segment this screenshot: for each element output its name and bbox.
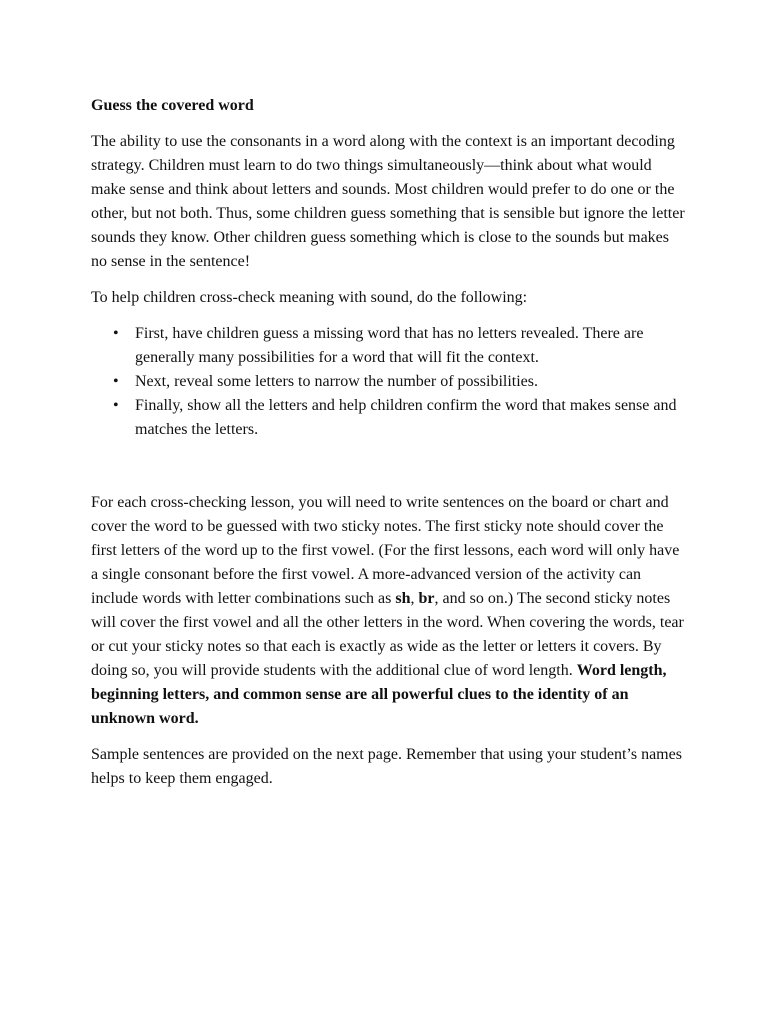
lesson-text-part2: , and so on.) The second sticky notes will cover the first vowel and all the other letters in the word. When covering the words, tear or cut your sticky notes so that each is exactly as wide as the letter or letters it covers. By doing so, you will provide students with the additional clue of word length. (91, 590, 684, 679)
list-item-text: First, have children guess a missing word that has no letters revealed. There are generally many possibilities for a word that will fit the context. (135, 325, 644, 366)
lesson-text-part1: For each cross-checking lesson, you will need to write sentences on the board or chart and cover the word to be guessed with two sticky notes. The first sticky note should cover the first letters of the word up to the first vowel. (For the first lessons, each word will only have a single consonant before the first vowel. A more-advanced version of the activity can include words with letter combinations such as (91, 494, 680, 607)
list-item (91, 394, 688, 442)
steps-list (91, 322, 688, 442)
bullet-icon: • (113, 373, 119, 390)
bold-sh: sh (395, 590, 411, 607)
list-item (91, 322, 688, 370)
closing-paragraph: Sample sentences are provided on the next page. Remember that using your student’s names helps to keep them engaged. (91, 746, 682, 787)
intro-paragraph: The ability to use the consonants in a word along with the context is an important decoding strategy. Children must learn to do two things simultaneously—think about what would make sense and think about letters and sounds. Most children would prefer to do one or the other, but not both. Thus, some children guess something that is sensible but ignore the letter sounds they know. Other children guess something which is close to the sounds but makes no sense in the sentence! (91, 133, 685, 270)
document-heading: Guess the covered word (91, 97, 254, 114)
instruction-paragraph: To help children cross-check meaning with sound, do the following: (91, 289, 528, 306)
bullet-icon: • (113, 325, 119, 342)
bold-br: br (418, 590, 435, 607)
list-item-text: Next, reveal some letters to narrow the number of possibilities. (135, 373, 539, 390)
key-clues-sentence: Word length, beginning letters, and common sense are all powerful clues to the identity of an unknown word. (91, 662, 667, 727)
bullet-icon: • (113, 397, 119, 414)
lesson-paragraph (91, 491, 688, 731)
list-item-text: Finally, show all the letters and help children confirm the word that makes sense and matches the letters. (135, 397, 677, 438)
lesson-separator: , (410, 590, 419, 607)
list-item (91, 370, 688, 394)
